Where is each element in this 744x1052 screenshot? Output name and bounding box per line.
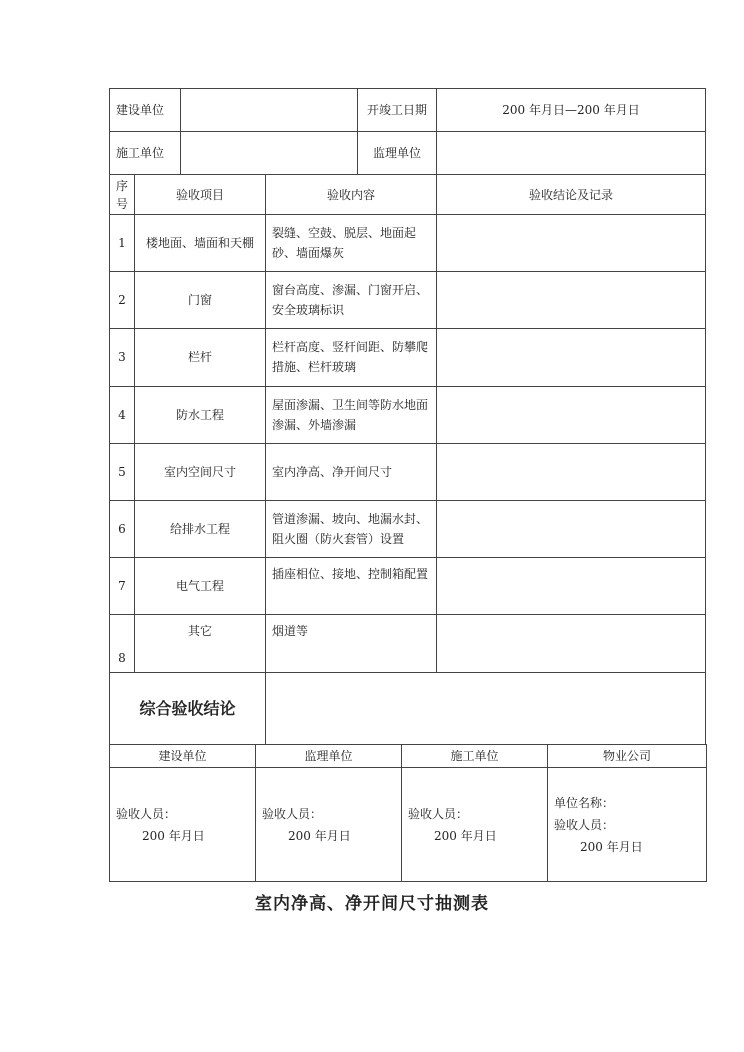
supervisor-value[interactable]: [436, 131, 706, 175]
row-result[interactable]: [436, 386, 706, 444]
row-result[interactable]: [436, 328, 706, 386]
signoff-date: 200 年月日: [434, 828, 497, 843]
row-item: 防水工程: [134, 386, 266, 444]
row-item: 栏杆: [134, 328, 266, 386]
row-seq: 6: [109, 500, 135, 558]
col-result-header: 验收结论及记录: [436, 174, 706, 215]
conclusion-label: 综合验收结论: [109, 672, 266, 745]
signoff-inspector: 验收人员：: [262, 806, 323, 821]
row-result[interactable]: [436, 271, 706, 329]
row-result[interactable]: [436, 443, 706, 501]
conclusion-value[interactable]: [265, 672, 706, 745]
row-seq: 5: [109, 443, 135, 501]
signoff-block[interactable]: [401, 767, 548, 882]
signoff-inspector: 验收人员：: [408, 806, 469, 821]
builder-value[interactable]: [180, 88, 358, 132]
row-content: 栏杆高度、竖杆间距、防攀爬措施、栏杆玻璃: [265, 328, 437, 386]
next-table-title: 室内净高、净开间尺寸抽测表: [255, 894, 489, 914]
row-result[interactable]: [436, 500, 706, 558]
signoff-party: 施工单位: [401, 744, 548, 768]
row-seq: 8: [109, 614, 135, 672]
signoff-date: 200 年月日: [142, 828, 205, 843]
row-item: 其它: [134, 614, 266, 672]
row-seq: 2: [109, 271, 135, 329]
contractor-label: 施工单位: [109, 131, 181, 175]
row-item: 室内空间尺寸: [134, 443, 266, 501]
signoff-block[interactable]: [109, 767, 256, 882]
row-content: 窗台高度、渗漏、门窗开启、安全玻璃标识: [265, 271, 437, 329]
date-label: 开竣工日期: [357, 88, 437, 132]
row-content: 烟道等: [265, 614, 437, 672]
row-result[interactable]: [436, 557, 706, 615]
signoff-block[interactable]: [547, 767, 707, 882]
signoff-block[interactable]: [255, 767, 402, 882]
row-seq: 4: [109, 386, 135, 444]
col-seq-header: 序号: [109, 174, 135, 215]
row-content: 管道渗漏、坡向、地漏水封、阻火圈（防火套管）设置: [265, 500, 437, 558]
col-item-header: 验收项目: [134, 174, 266, 215]
col-content-header: 验收内容: [265, 174, 437, 215]
row-result[interactable]: [436, 214, 706, 272]
row-content: 屋面渗漏、卫生间等防水地面渗漏、外墙渗漏: [265, 386, 437, 444]
row-content: 插座相位、接地、控制箱配置: [265, 557, 437, 615]
row-item: 给排水工程: [134, 500, 266, 558]
signoff-unit-name: 单位名称：: [554, 795, 615, 810]
row-seq: 1: [109, 214, 135, 272]
date-value[interactable]: 200 年月日—200 年月日: [436, 88, 706, 132]
signoff-date: 200 年月日: [580, 839, 643, 854]
row-item: 门窗: [134, 271, 266, 329]
row-item: 楼地面、墙面和天棚: [134, 214, 266, 272]
row-seq: 3: [109, 328, 135, 386]
signoff-party: 物业公司: [547, 744, 707, 768]
contractor-value[interactable]: [180, 131, 358, 175]
signoff-party: 监理单位: [255, 744, 402, 768]
row-seq: 7: [109, 557, 135, 615]
signoff-inspector: 验收人员：: [116, 806, 177, 821]
signoff-party: 建设单位: [109, 744, 256, 768]
row-result[interactable]: [436, 614, 706, 672]
signoff-date: 200 年月日: [288, 828, 351, 843]
row-item: 电气工程: [134, 557, 266, 615]
supervisor-label: 监理单位: [357, 131, 437, 175]
signoff-inspector: 验收人员：: [554, 817, 615, 832]
builder-label: 建设单位: [109, 88, 181, 132]
row-content: 室内净高、净开间尺寸: [265, 443, 437, 501]
row-content: 裂缝、空鼓、脱层、地面起砂、墙面爆灰: [265, 214, 437, 272]
